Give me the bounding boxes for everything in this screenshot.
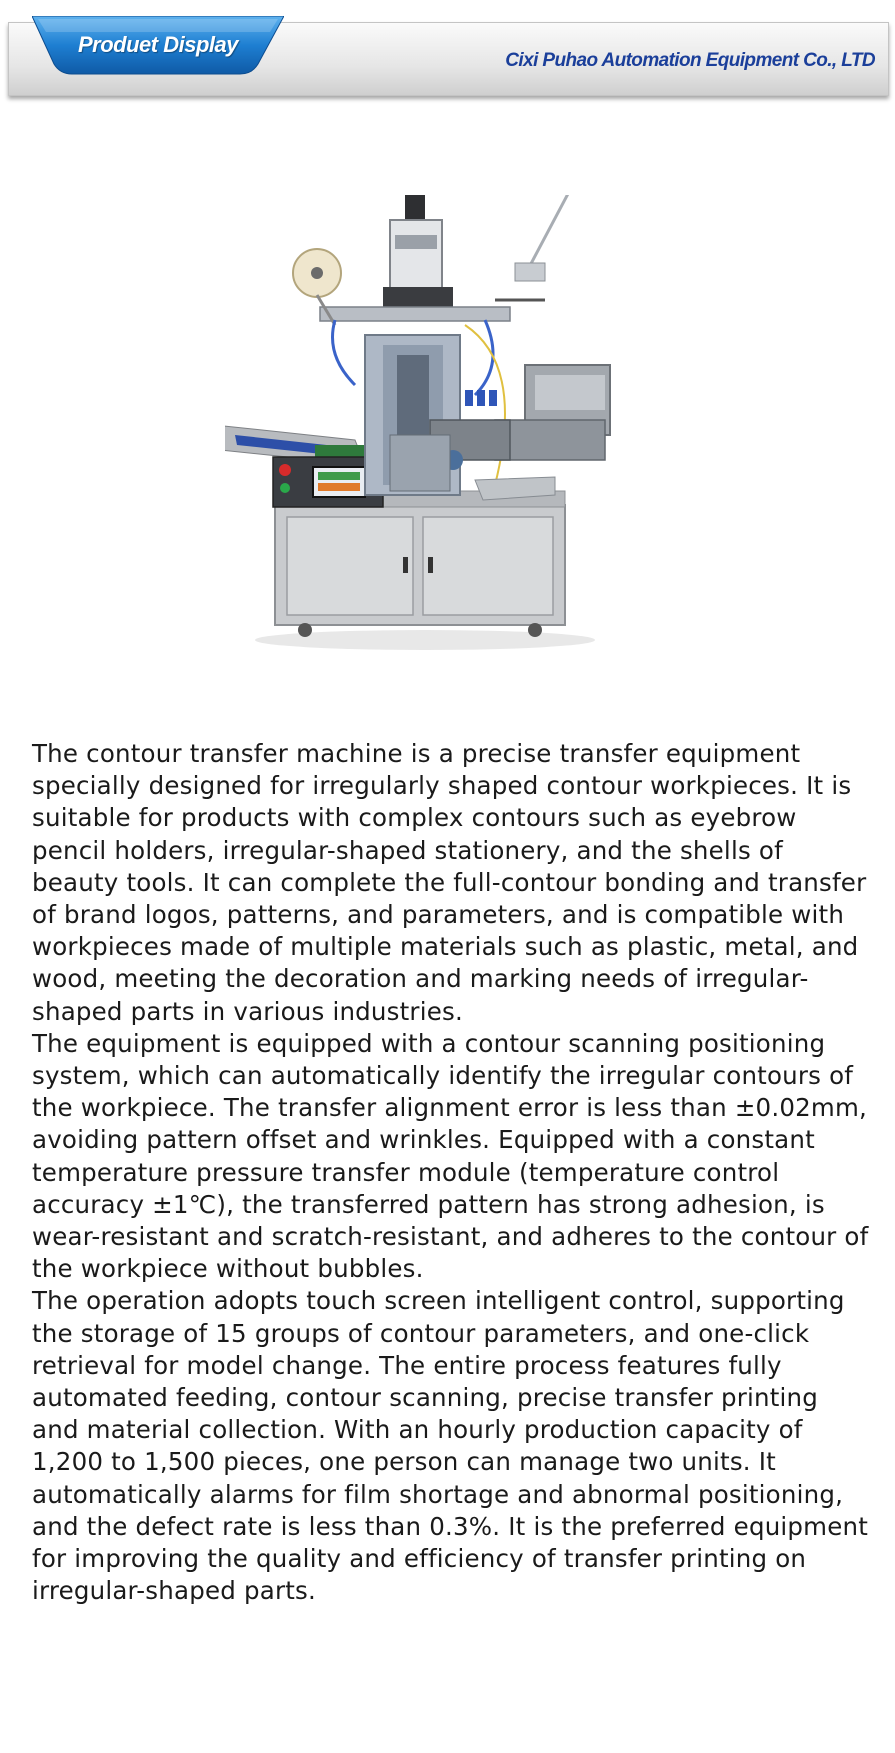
section-tab [32,16,284,78]
company-name: Cixi Puhao Automation Equipment Co., LTD [505,50,875,71]
transfer-machine-illustration [225,195,685,665]
description-paragraph: The operation adopts touch screen intelligent control, supporting the storage of 15 groups of contour parameters, and one-click retrieval for model change. The entire process features fully automated feeding, contour scanning, precise transfer printing and material collection. With an hourly production capacity of 1,200 to 1,500 pieces, one person can manage two units. It automatically alarms for film shortage and abnormal positioning, and the defect rate is less than 0.3%. It is the preferred equipment for improving the quality and efficiency of transfer printing on irregular-shaped parts. [32,1286,869,1606]
description-paragraph: The contour transfer machine is a precise transfer equipment specially designed for irregularly shaped contour workpieces. It is suitable for products with complex contours such as eyebrow pencil holders, irregular-shaped stationery, and the shells of beauty tools. It can complete the full-contour bonding and transfer of brand logos, patterns, and parameters, and is compatible with workpieces made of multiple materials such as plastic, metal, and wood, meeting the decoration and marking needs of irregular-shaped parts in various industries. [32,739,867,1026]
section-tab-label: Produet Display [78,32,238,57]
description-paragraph: The equipment is equipped with a contour scanning positioning system, which can automatically identify the irregular contours of the workpiece. The transfer alignment error is less than ±0.02mm, avoiding pattern offset and wrinkles. Equipped with a constant temperature pressure transfer module (temperature control accuracy ±1℃), the transferred pattern has strong adhesion, is wear-resistant and scratch-resistant, and adheres to the contour of the workpiece without bubbles. [32,1028,869,1284]
product-image [225,195,685,665]
product-description [32,738,872,1607]
